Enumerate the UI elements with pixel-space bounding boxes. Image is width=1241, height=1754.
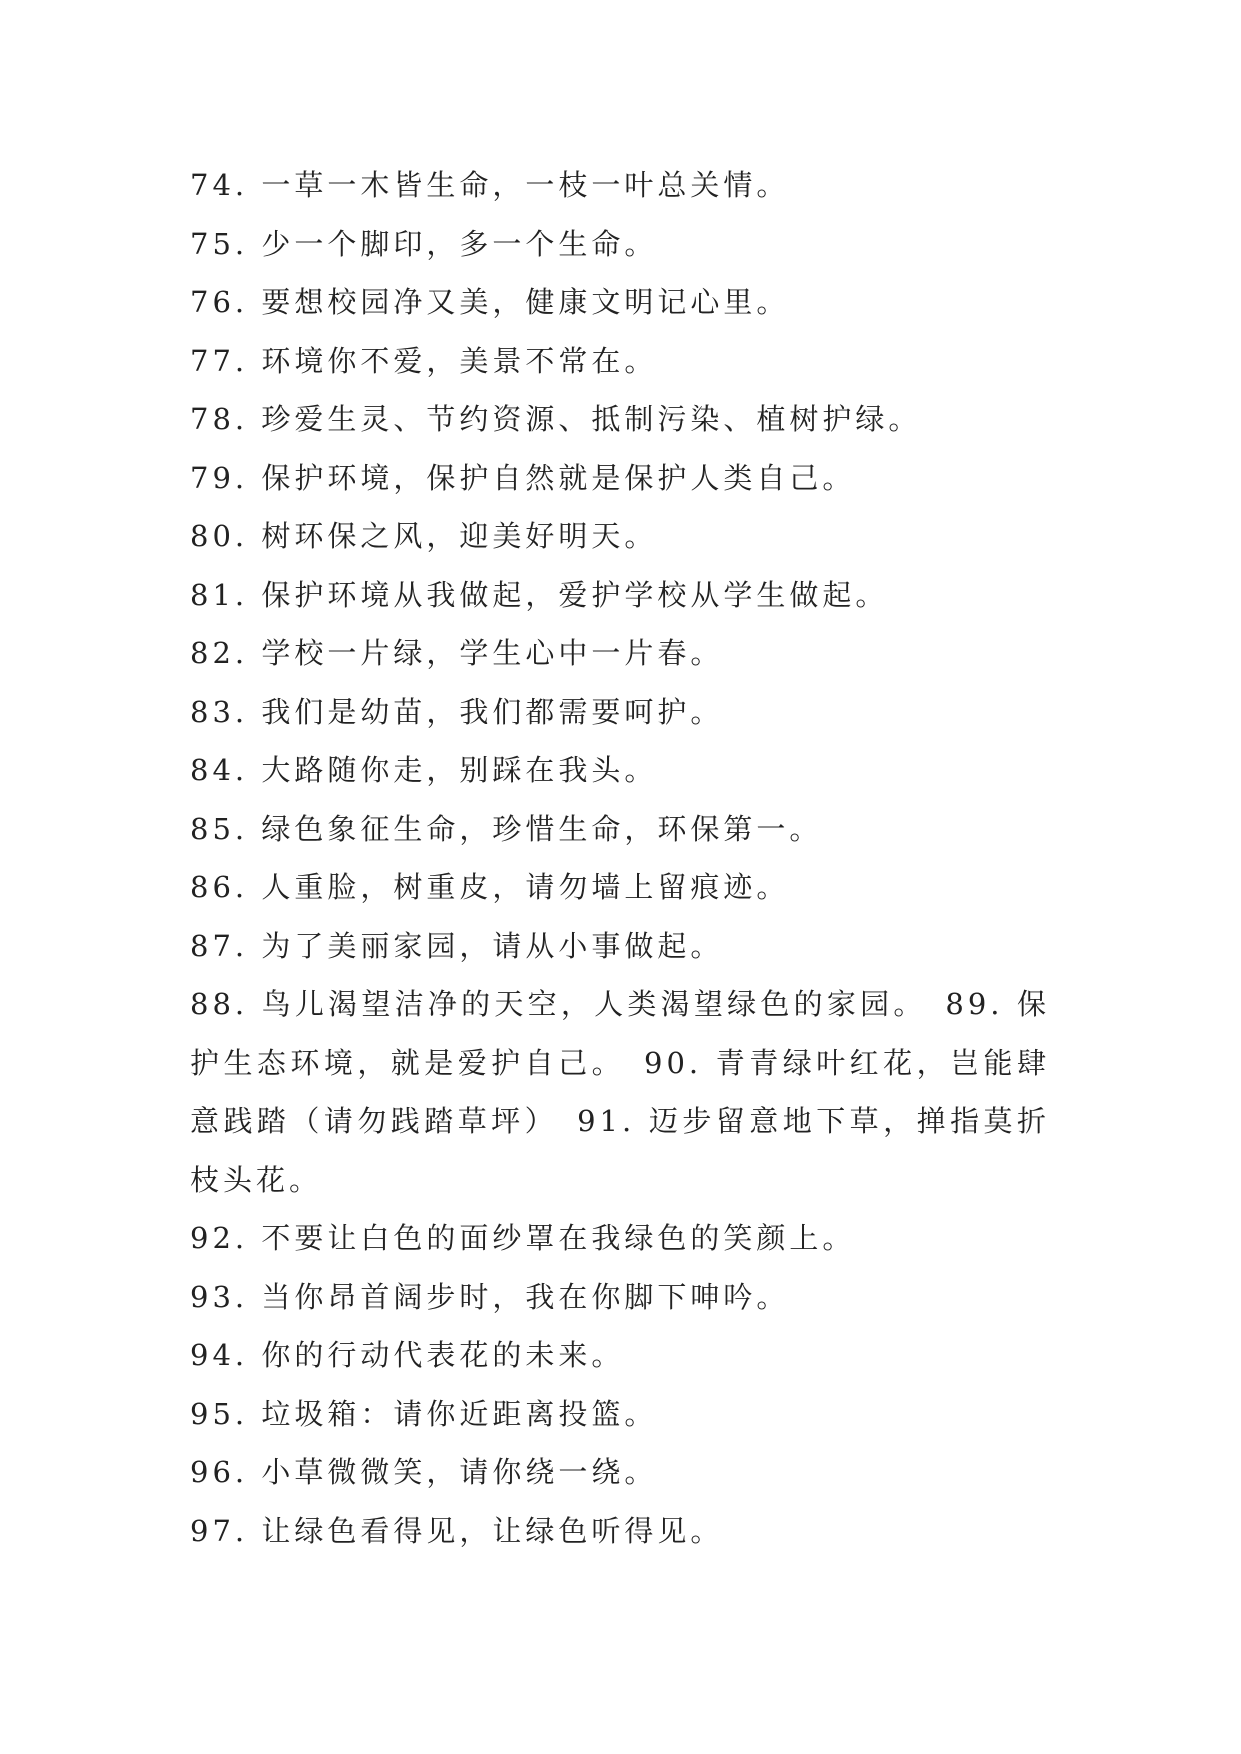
slogan-line-76: 76. 要想校园净又美，健康文明记心里。 [190, 285, 790, 319]
document-body [190, 156, 1050, 1560]
slogan-line-75: 75. 少一个脚印，多一个生命。 [190, 226, 658, 261]
slogan-line-80: 80. 树环保之风，迎美好明天。 [190, 519, 658, 553]
slogan-line-97: 97. 让绿色看得见，让绿色听得见。 [190, 1513, 724, 1548]
slogan-line-82: 82. 学校一片绿，学生心中一片春。 [190, 636, 724, 670]
slogan-line-81: 81. 保护环境从我做起，爱护学校从学生做起。 [190, 577, 889, 612]
slogan-line-79: 79. 保护环境，保护自然就是保护人类自己。 [190, 460, 856, 495]
slogan-line-93: 93. 当你昂首阔步时，我在你脚下呻吟。 [190, 1279, 790, 1314]
slogan-line-78: 78. 珍爱生灵、节约资源、抵制污染、植树护绿。 [190, 402, 922, 436]
slogan-line-95: 95. 垃圾箱：请你近距离投篮。 [190, 1396, 658, 1431]
slogan-line-74: 74. 一草一木皆生命，一枝一叶总关情。 [190, 168, 790, 202]
slogan-line-86: 86. 人重脸，树重皮，请勿墙上留痕迹。 [190, 870, 790, 904]
slogan-line-83: 83. 我们是幼苗，我们都需要呵护。 [190, 694, 724, 729]
slogan-line-77: 77. 环境你不爱，美景不常在。 [190, 343, 658, 378]
slogan-line-87: 87. 为了美丽家园，请从小事做起。 [190, 928, 724, 963]
slogan-line-96: 96. 小草微微笑，请你绕一绕。 [190, 1455, 658, 1489]
slogan-line-94: 94. 你的行动代表花的未来。 [190, 1338, 625, 1372]
slogan-paragraph-88-91: 88. 鸟儿渴望洁净的天空，人类渴望绿色的家园。 89. 保护生态环境，就是爱护自己。 90. 青青绿叶红花，岂能肆意践踏（请勿践踏草坪） 91. 迈步留意地下草，掸指莫折枝头花。 [190, 987, 1050, 1197]
slogan-line-92: 92. 不要让白色的面纱罩在我绿色的笑颜上。 [190, 1221, 856, 1255]
slogan-line-85: 85. 绿色象征生命，珍惜生命，环保第一。 [190, 811, 823, 846]
slogan-line-84: 84. 大路随你走，别踩在我头。 [190, 753, 658, 787]
